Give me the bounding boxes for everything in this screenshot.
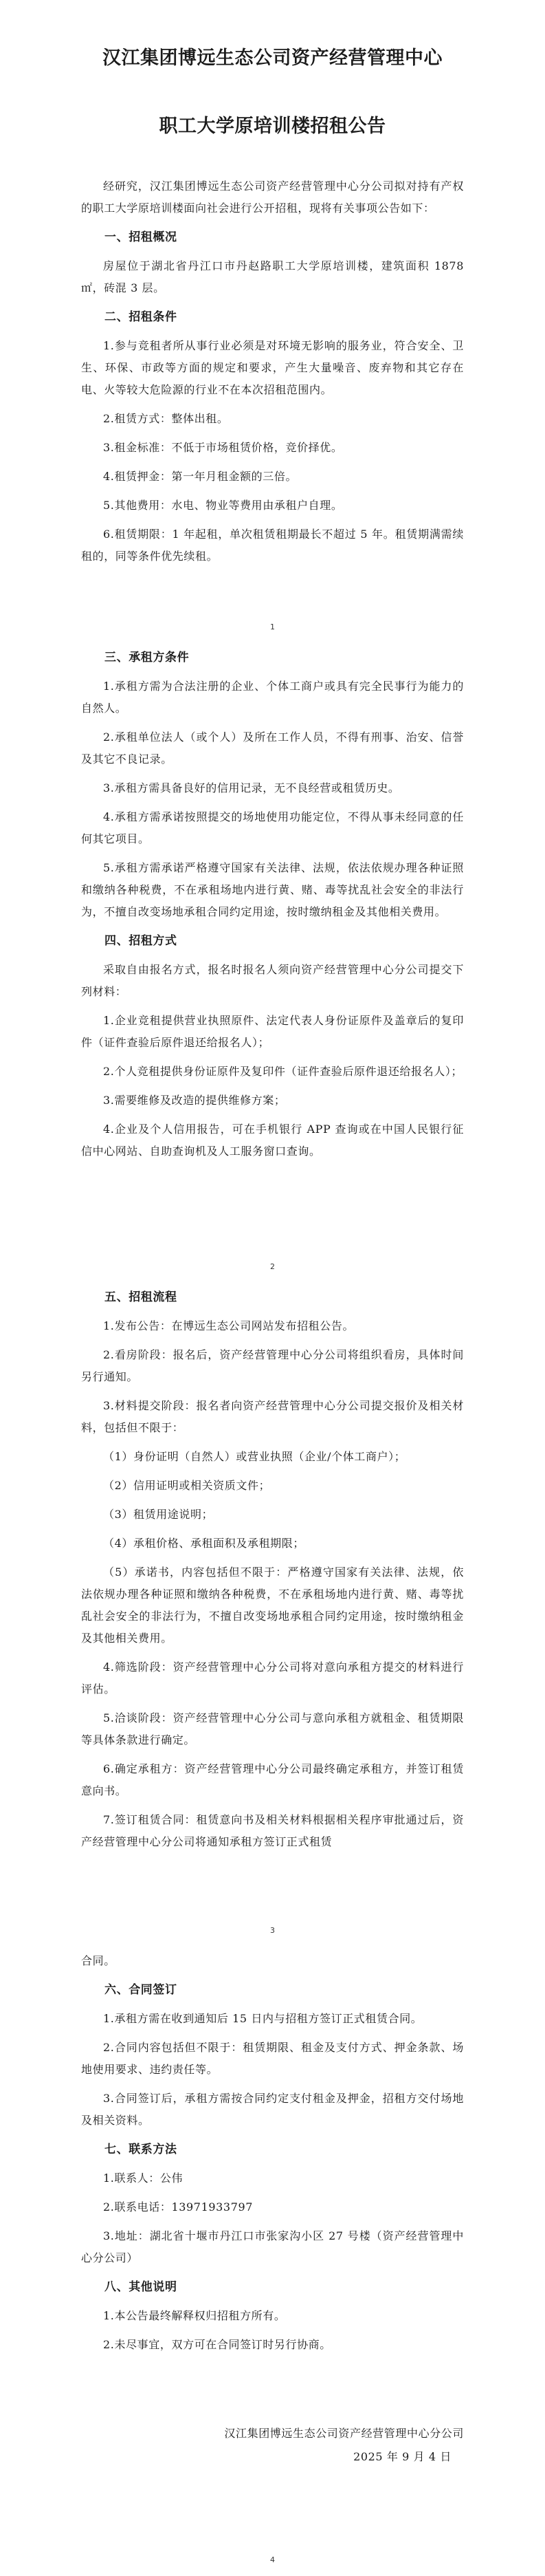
section-5-item-4: 4.筛选阶段：资产经营管理中心分公司将对意向承租方提交的材料进行评估。 xyxy=(81,1660,464,1696)
section-6-item-3: 3.合同签订后，承租方需按合同约定支付租金及押金，招租方交付场地及相关资料。 xyxy=(81,2092,464,2127)
section-3-item-1: 1.承租方需为合法注册的企业、个体工商户或具有完全民事行为能力的自然人。 xyxy=(81,680,464,715)
section-2-item-5: 5.其他费用：水电、物业等费用由承租户自理。 xyxy=(103,499,343,512)
section-5-item-5: 5.洽谈阶段：资产经营管理中心分公司与意向承租方就租金、租赁期限等具体条款进行确定。 xyxy=(81,1711,464,1746)
section-7-heading: 七、联系方法 xyxy=(104,2143,177,2156)
section-2-item-1: 1.参与竞租者所从事行业必须是对环境无影响的服务业，符合安全、卫生、环保、市政等方面的规定和要求，产生大量噪音、废弃物和其它存在电、火等较大危险源的行业不在本次招租范围内。 xyxy=(81,339,464,396)
page-1 xyxy=(0,0,545,647)
page-number: 2 xyxy=(270,1262,275,1271)
section-5-item-3: 3.材料提交阶段：报名者向资产经营管理中心分公司提交报价及相关材料，包括但不限于： xyxy=(81,1399,464,1434)
page-number: 4 xyxy=(270,2555,275,2564)
section-2-item-6: 6.租赁期限：1 年起租，单次租赁租期最长不超过 5 年。租赁期满需续租的，同等条件优先续租。 xyxy=(81,528,464,563)
section-1-heading: 一、招租概况 xyxy=(104,230,177,244)
section-5-item-1: 1.发布公告：在博远生态公司网站发布招租公告。 xyxy=(103,1319,355,1332)
page-2 xyxy=(0,647,545,1286)
section-4-heading: 四、招租方式 xyxy=(104,934,177,948)
section-8-heading: 八、其他说明 xyxy=(104,2280,177,2294)
signature-organization: 汉江集团博远生态公司资产经营管理中心分公司 xyxy=(224,2427,464,2440)
section-5-subitem-4: （4）承租价格、承租面积及承租期限； xyxy=(103,1537,304,1550)
contact-phone: 2.联系电话：13971933797 xyxy=(103,2200,254,2214)
section-4-item-1: 1.企业竞租提供营业执照原件、法定代表人身份证原件及盖章后的复印件（证件查验后原件退还给报名人）； xyxy=(81,1014,464,1049)
contact-person: 1.联系人：公伟 xyxy=(103,2172,183,2185)
section-8-item-2: 2.未尽事宜，双方可在合同签订时另行协商。 xyxy=(103,2338,331,2351)
title-line-2: 职工大学原培训楼招租公告 xyxy=(159,116,386,137)
section-8-item-1: 1.本公告最终解释权归招租方所有。 xyxy=(103,2309,286,2322)
intro-paragraph: 经研究，汉江集团博远生态公司资产经营管理中心分公司拟对持有产权的职工大学原培训楼面向社会进行公开招租，现将有关事项公告如下： xyxy=(81,180,464,215)
section-2-item-2: 2.租赁方式：整体出租。 xyxy=(103,412,229,425)
section-5-item-7-continued: 合同。 xyxy=(81,1954,115,1967)
section-5-subitem-1: （1）身份证明（自然人）或营业执照（企业/个体工商户）； xyxy=(103,1450,406,1463)
signature-date: 2025 年 9 月 4 日 xyxy=(353,2450,452,2463)
section-5-subitem-3: （3）租赁用途说明； xyxy=(103,1508,214,1521)
section-1-paragraph: 房屋位于湖北省丹江口市丹赵路职工大学原培训楼，建筑面积 1878㎡，砖混 3 层。 xyxy=(81,259,464,294)
section-4-item-3: 3.需要维修及改造的提供维修方案； xyxy=(103,1094,286,1107)
page-number: 1 xyxy=(270,623,275,631)
section-3-item-5: 5.承租方需承诺严格遵守国家有关法律、法规，依法依规办理各种证照和缴纳各种税费，不在承租场地内进行黄、赌、毒等扰乱社会安全的非法行为，不擅自改变场地承租合同约定用途，按时缴纳租金及其他相关费用。 xyxy=(81,861,464,918)
section-4-intro: 采取自由报名方式，报名时报名人须向资产经营管理中心分公司提交下列材料： xyxy=(81,963,464,998)
section-5-item-7: 7.签订租赁合同：租赁意向书及相关材料根据相关程序审批通过后，资产经营管理中心分公司将通知承租方签订正式租赁 xyxy=(81,1813,464,1848)
page-number: 3 xyxy=(270,1926,275,1935)
section-2-item-3: 3.租金标准：不低于市场租赁价格，竞价择优。 xyxy=(103,441,343,454)
page-3 xyxy=(0,1286,545,1950)
signature-block xyxy=(81,2422,464,2469)
section-2-item-4: 4.租赁押金：第一年月租金额的三倍。 xyxy=(103,470,298,483)
section-2-heading: 二、招租条件 xyxy=(104,310,177,324)
section-5-heading: 五、招租流程 xyxy=(104,1290,177,1304)
section-4-item-4: 4.企业及个人信用报告，可在手机银行 APP 查询或在中国人民银行征信中心网站、自助查询机及人工服务窗口查询。 xyxy=(81,1123,464,1158)
section-4-item-2: 2.个人竞租提供身份证原件及复印件（证件查验后原件退还给报名人）； xyxy=(103,1065,463,1078)
section-6-item-1: 1.承租方需在收到通知后 15 日内与招租方签订正式租赁合同。 xyxy=(103,2012,423,2025)
title-line-1: 汉江集团博远生态公司资产经营管理中心 xyxy=(102,47,443,69)
section-5-item-6: 6.确定承租方：资产经营管理中心分公司最终确定承租方，并签订租赁意向书。 xyxy=(81,1762,464,1797)
section-5-subitem-5: （5）承诺书，内容包括但不限于：严格遵守国家有关法律、法规，依法依规办理各种证照和缴纳各种税费，不在承租场地内进行黄、赌、毒等扰乱社会安全的非法行为，不擅自改变场地承租合同约定用途，按时缴纳租金及其他相关费用。 xyxy=(81,1566,464,1645)
section-6-heading: 六、合同签订 xyxy=(104,1983,177,1997)
section-3-item-4: 4.承租方需承诺按照提交的场地使用功能定位，不得从事未经同意的任何其它项目。 xyxy=(81,810,464,845)
contact-address: 3.地址：湖北省十堰市丹江口市张家沟小区 27 号楼（资产经营管理中心分公司） xyxy=(81,2229,464,2264)
section-3-item-2: 2.承租单位法人（或个人）及所在工作人员，不得有刑事、治安、信誉及其它不良记录。 xyxy=(81,730,464,766)
section-5-subitem-2: （2）信用证明或相关资质文件； xyxy=(103,1479,271,1492)
page-4 xyxy=(0,1950,545,2576)
section-3-heading: 三、承租方条件 xyxy=(104,651,190,664)
section-5-item-2: 2.看房阶段：报名后，资产经营管理中心分公司将组织看房，具体时间另行通知。 xyxy=(81,1348,464,1383)
section-6-item-2: 2.合同内容包括但不限于：租赁期限、租金及支付方式、押金条款、场地使用要求、违约责任等。 xyxy=(81,2041,464,2076)
section-3-item-3: 3.承租方需具备良好的信用记录，无不良经营或租赁历史。 xyxy=(103,781,400,794)
